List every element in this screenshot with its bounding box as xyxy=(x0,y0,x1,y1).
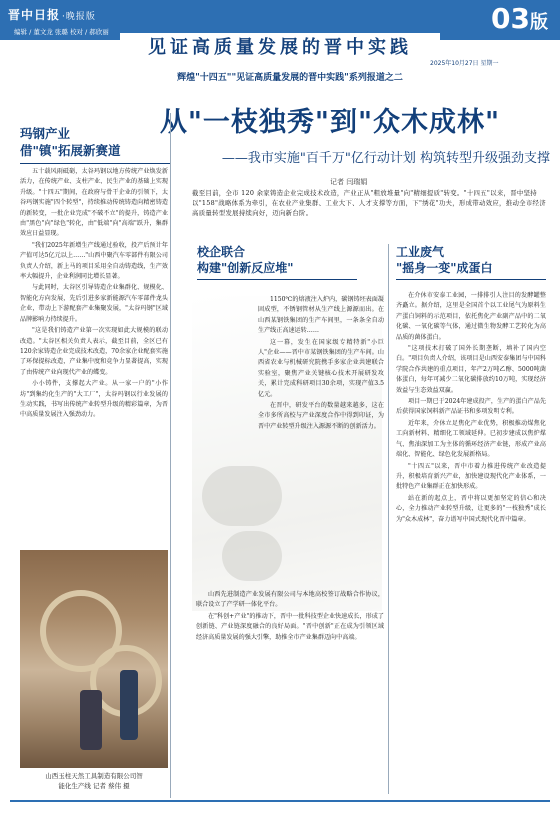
right-paragraph: 近年来，介休立足焦化产业优势，积极推动煤焦化工向新材料、精细化工领域延伸。已初步建成以焦炉煤气、焦油深加工为主体的循环经济产业链，形成产业高端化、智能化、绿色化发展新格局。 xyxy=(396,419,546,459)
photo-caption-line1: 山西玉柱天然工具制造有限公司智 xyxy=(45,772,143,780)
article-headline: 从"一枝独秀"到"众木成林" xyxy=(159,107,501,138)
sidebar-title xyxy=(20,125,170,164)
article-lead: 截至目前，全市 120 余家铸造企业完成技术改造，产业正从"粗放堆量"向"精细提质"转变。"十四五"以来，晋中坚持以"158"战略体系为牵引，在农业产业集群、工业大下、人才支撑等方面，下"绣花"功夫，形成带动效应，推动全市经济高质量转型发展持续向好，迈向新台阶。 xyxy=(192,189,546,217)
article-subhead: ——我市实施"百千万"亿行动计划 构筑转型升级强劲支撑 xyxy=(221,151,550,166)
middle-paragraph: 这一幕，发生在国家级专精特新"小巨人"企业——晋中市某钢铁集团的生产车间。山西省农业与机械研究院携手多家企业共建联合实验室，聚焦产业关键核心技术开展研发攻关，累计完成科研项目30余项，实现产值3.5亿元。 xyxy=(258,338,384,398)
sidebar-body xyxy=(20,167,168,422)
section-title: 见证高质量发展的晋中实践 xyxy=(120,33,440,59)
middle-paragraph: 在"科创+产业"的推动下，晋中一批科技型企业快速成长，形成了创新链、产业链深度融合的良好局面。"晋中创新"正在成为引领区域经济高质量发展的强大引擎，助推全市产业集群迈向中高端。 xyxy=(196,612,384,641)
sidebar-paragraph: "这是我们铸造产业第一次实现如此大规模的联动改造。"太谷区相关负责人表示，截至目前，全区已有120余家铸造企业完成技术改造，70余家企业配套实施了环保提标改造，产业集中度和竞争力显著提高，实现了由传统产业向现代产业的蝶变。 xyxy=(20,327,168,376)
column-divider xyxy=(388,244,389,794)
right-paragraph: 项目一期已于2024年建成投产，生产的蛋白产品先后获得国家饲料新产品证书和多项发明专利。 xyxy=(396,398,546,416)
bottom-rule xyxy=(10,800,550,802)
factory-photo xyxy=(20,550,168,768)
right-paragraph: "十四五"以来，晋中市着力推进传统产业改造提升，积极培育新兴产业，加快建设现代化产业体系，一批特色产业集群正在加快形成。 xyxy=(396,462,546,491)
sidebar-paragraph: "我们2025年新增生产线通过验收，投产后预计年产值可达5亿元以上……"山西中聚汽车零部件有限公司负责人介绍，新上马的项目采用全自动铸造线，生产效率大幅提升，企业利润同比增长显著。 xyxy=(20,241,168,281)
sidebar-paragraph: 五十载风雨砥砺，太谷玛钢以地方传统产业焕发新活力，在传统产业、支柱产业、民生产业的基础上实现升级。"十四五"期间，在政府与骨干企业的引领下，太谷玛钢实施"四个转型"，持续推动传统铸造向精密铸造的新转变，一批企业完成"不破不立"的提升，铸造产业由"黑色"向"绿色"转化，由"低端"向"高端"跃升，集群效应日益显现。 xyxy=(20,168,168,238)
series-subtitle: 辉煌"十四五""见证高质量发展的晋中实践"系列报道之二 xyxy=(177,73,403,83)
newspaper-logo: 晋中日报 ·晚报版 xyxy=(8,8,96,22)
dateline: 2025年10月27日 星期一 xyxy=(430,60,499,67)
right-section-title xyxy=(396,244,546,280)
right-body xyxy=(396,291,546,526)
sidebar-title-line1: 玛钢产业 xyxy=(20,126,71,141)
middle-section-title xyxy=(197,244,357,280)
photo-caption xyxy=(20,771,168,791)
right-paragraph: 在介休市安泰工业园，一排排引人注目的发酵罐整齐矗立。据介绍，这里是全国首个以工业尾气为原料生产蛋白饲料的示范项目，依托焦化产业副产品中的二氧化碳、一氧化碳等气体，通过微生物发酵工艺转化为高品质的菌体蛋白。 xyxy=(396,292,546,341)
middle-title-line2: 构建"创新反应堆" xyxy=(197,261,294,275)
middle-paragraph: 在晋中，研发平台的数量越来越多，这在全市多所高校与产业深度合作中得到印证，为晋中产业转型升级注入源源不断的创新活力。 xyxy=(258,402,384,430)
article-byline: 记者 闫瑞娟 xyxy=(330,178,368,186)
middle-paragraph: 1150℃的熔液注入炉内，碳钢铸坯表面凝固成型，不锈钢管材从生产线上源源而出。在山西某钢铁集团的生产车间里，一条条全自动生产线正高速运转…… xyxy=(258,296,384,335)
right-paragraph: 站在新的起点上，晋中将以更加坚定的信心和决心，全力推动产业转型升级，让更多的"一枝独秀"成长为"众木成林"，奋力谱写中国式现代化晋中篇章。 xyxy=(396,494,546,523)
right-title-line1: 工业废气 xyxy=(396,245,445,259)
middle-body xyxy=(258,295,384,433)
middle-paragraph: 山西先进制造产业发展有限公司与本地高校签订战略合作协议，联合设立了产学研一体化平台。 xyxy=(196,591,384,609)
photo-caption-line2: 能化生产线 记者 蔡伟 摄 xyxy=(58,782,130,790)
page-number: 03版 xyxy=(491,2,548,35)
middle-body-lower xyxy=(196,590,384,644)
right-title-line2: "摇身一变"成蛋白 xyxy=(396,261,493,275)
right-paragraph: "这项技术打破了国外长期垄断，填补了国内空白。"项目负责人介绍，该项目是山西安泰集团与中国科学院合作共建的重点项目，年产2万吨乙醇、5000吨菌体蛋白，每年可减少二氧化碳排放约10万吨，实现经济效益与生态效益双赢。 xyxy=(396,345,546,394)
sidebar-title-line2: 借"镇"拓展新赛道 xyxy=(20,143,121,158)
editors-credit: 编辑 / 董文龙 张璐 校对 / 郝欣丽 xyxy=(14,28,109,36)
middle-title-line1: 校企联合 xyxy=(197,245,246,259)
sidebar-paragraph: 小小铸件，支撑起大产业。从一家一户的"小作坊"到集约化生产的"大工厂"，太谷玛钢以行业发展的生动实践，书写出传统产业转型升级的精彩篇章，为晋中高质量发展注入强劲动力。 xyxy=(20,380,168,419)
sidebar-paragraph: 与此同时，太谷区引导铸造企业集群化、规模化、智能化方向发展，先后引进多家新能源汽车零部件龙头企业，带动上下游配套产业集聚发展，"太谷玛钢"区域品牌影响力持续提升。 xyxy=(20,284,168,323)
